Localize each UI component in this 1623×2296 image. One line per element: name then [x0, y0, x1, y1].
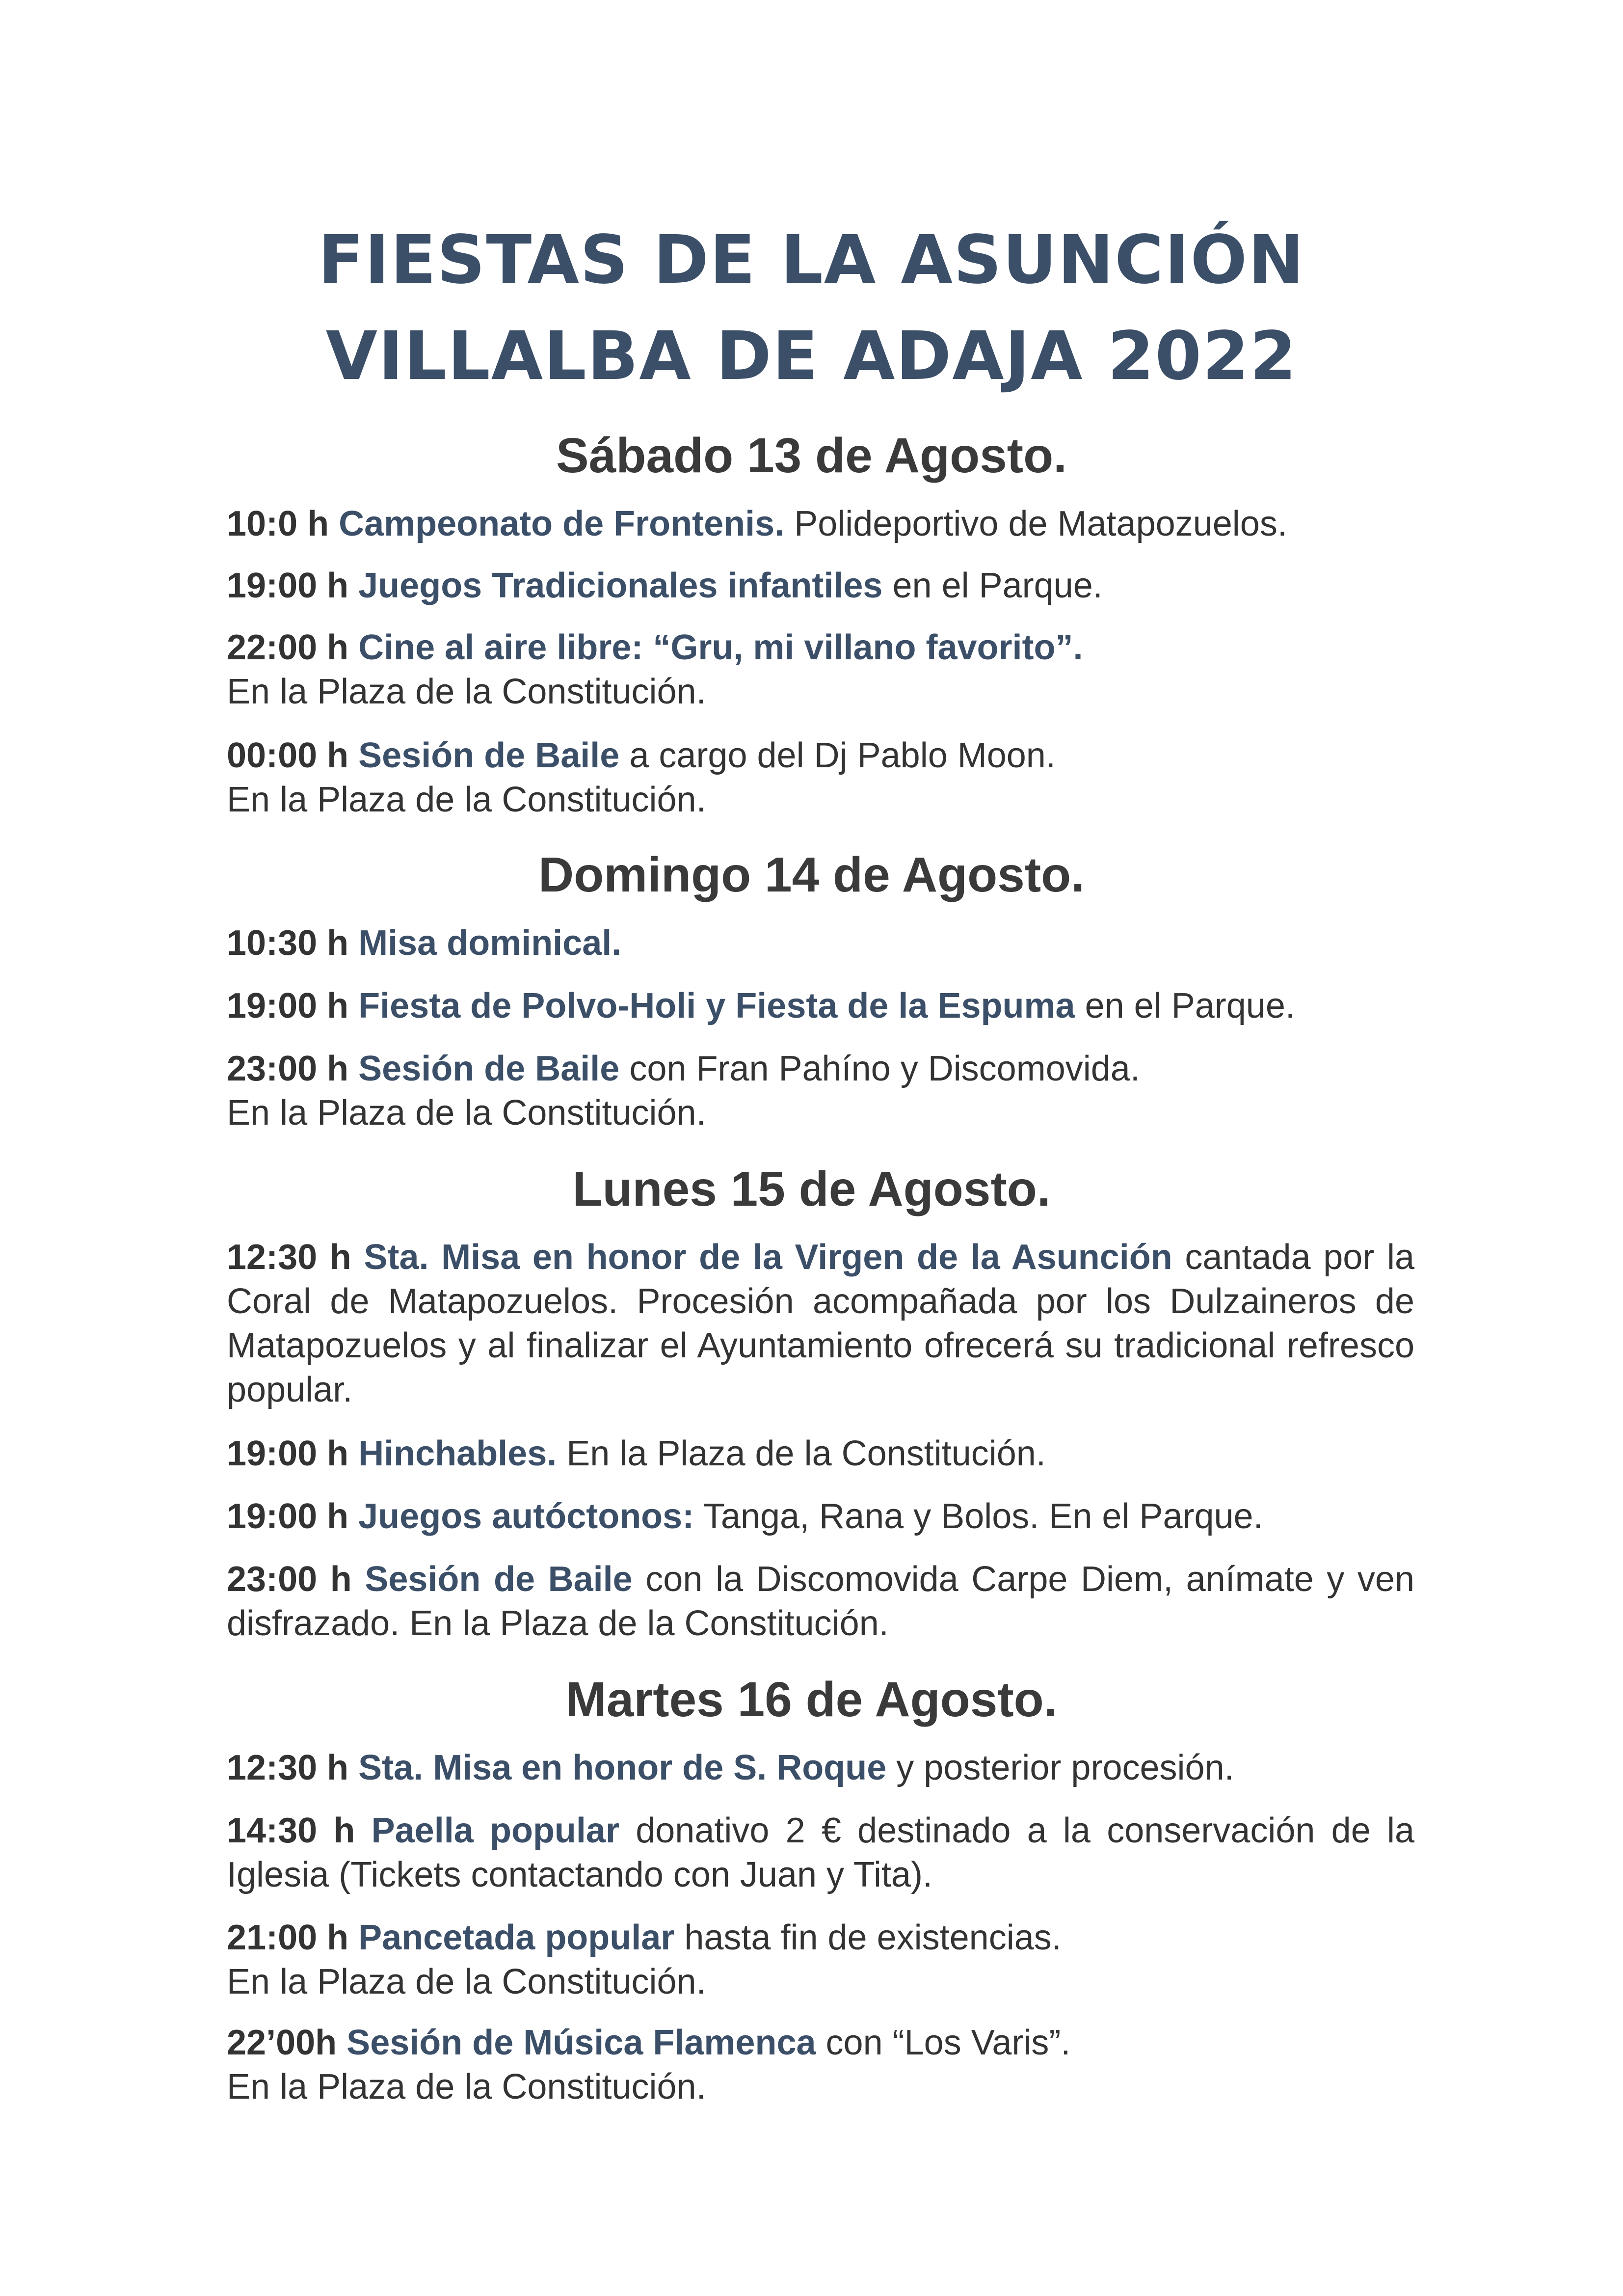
event-name: Sesión de Baile	[358, 736, 620, 775]
title-line-2: VILLALBA DE ADAJA 2022	[325, 318, 1298, 395]
event-name: Pancetada popular	[358, 1918, 675, 1957]
day-heading-monday: Lunes 15 de Agosto.	[572, 1162, 1051, 1216]
event-time: 14:30 h	[227, 1811, 372, 1850]
event-details: con Fran Pahíno y Discomovida.	[619, 1049, 1140, 1088]
event-details: hasta fin de existencias.	[674, 1918, 1062, 1957]
day-heading-sunday: Domingo 14 de Agosto.	[538, 847, 1085, 902]
title-line-1: FIESTAS DE LA ASUNCIÓN	[318, 221, 1305, 299]
day-heading-saturday: Sábado 13 de Agosto.	[556, 428, 1067, 483]
event-item	[227, 2021, 1414, 2109]
event-time: 00:00 h	[227, 736, 359, 775]
event-location: En la Plaza de la Constitución.	[227, 2067, 706, 2107]
event-time: 21:00 h	[227, 1918, 359, 1957]
event-item	[227, 1916, 1414, 2004]
event-details: a cargo del Dj Pablo Moon.	[619, 736, 1056, 775]
event-details: Polideportivo de Matapozuelos.	[784, 504, 1287, 543]
event-item	[227, 564, 1414, 608]
event-item	[227, 502, 1414, 546]
event-item	[227, 1235, 1414, 1412]
event-item	[227, 625, 1414, 714]
event-time: 23:00 h	[227, 1049, 359, 1088]
event-details: con la Discomovida Carpe Diem, anímate y ven disfrazado. En la Plaza de la Constitución.	[227, 1560, 1415, 1643]
event-item	[227, 1557, 1414, 1646]
event-name: Fiesta de Polvo-Holi y Fiesta de la Espuma	[358, 986, 1075, 1026]
event-item	[227, 1047, 1414, 1135]
event-name: Misa dominical.	[358, 923, 622, 963]
event-details: En la Plaza de la Constitución.	[557, 1434, 1046, 1473]
event-details: donativo 2 € destinado a la conservación de la Iglesia (Tickets contactando con Juan y Tita).	[227, 1811, 1415, 1894]
event-time: 10:30 h	[227, 923, 359, 963]
event-location: En la Plaza de la Constitución.	[227, 780, 706, 819]
event-name: Cine al aire libre: “Gru, mi villano favorito”.	[358, 628, 1083, 667]
event-item	[227, 1432, 1414, 1476]
event-time: 12:30 h	[227, 1238, 364, 1277]
event-name: Paella popular	[371, 1811, 619, 1850]
event-details: cantada por la Coral de Matapozuelos. Procesión acompañada por los Dulzaineros de Matapozuelos y al finalizar el Ayuntamiento ofrecerá su tradicional refresco popular.	[227, 1238, 1415, 1409]
event-time: 10:0 h	[227, 504, 339, 543]
event-name: Hinchables.	[358, 1434, 557, 1473]
event-item	[227, 1494, 1414, 1539]
event-time: 19:00 h	[227, 986, 359, 1026]
event-name: Sesión de Baile	[358, 1049, 620, 1088]
event-item	[227, 733, 1414, 822]
event-item	[227, 921, 1414, 965]
event-time: 19:00 h	[227, 1497, 359, 1536]
event-name: Juegos autóctonos:	[358, 1497, 694, 1536]
event-location: En la Plaza de la Constitución.	[227, 1093, 706, 1133]
event-details: Tanga, Rana y Bolos. En el Parque.	[694, 1497, 1263, 1536]
event-item	[227, 984, 1414, 1028]
event-details: en el Parque.	[1075, 986, 1295, 1026]
event-item	[227, 1809, 1414, 1897]
event-details: en el Parque.	[882, 566, 1103, 605]
event-name: Juegos Tradicionales infantiles	[358, 566, 883, 605]
event-location: En la Plaza de la Constitución.	[227, 1962, 706, 2001]
event-time: 22:00 h	[227, 628, 359, 667]
event-details: y posterior procesión.	[886, 1748, 1234, 1787]
event-time: 19:00 h	[227, 566, 359, 605]
event-name: Sta. Misa en honor de la Virgen de la Asunción	[364, 1238, 1172, 1277]
event-name: Campeonato de Frontenis.	[339, 504, 785, 543]
event-name: Sesión de Baile	[365, 1560, 633, 1599]
event-item	[227, 1746, 1414, 1790]
event-time: 22’00h	[227, 2023, 347, 2062]
event-time: 19:00 h	[227, 1434, 359, 1473]
event-details: con “Los Varis”.	[816, 2023, 1071, 2062]
event-name: Sesión de Música Flamenca	[346, 2023, 816, 2062]
event-time: 12:30 h	[227, 1748, 359, 1787]
event-time: 23:00 h	[227, 1560, 365, 1599]
event-location: En la Plaza de la Constitución.	[227, 672, 706, 711]
day-heading-tuesday: Martes 16 de Agosto.	[565, 1672, 1058, 1727]
event-name: Sta. Misa en honor de S. Roque	[358, 1748, 887, 1787]
